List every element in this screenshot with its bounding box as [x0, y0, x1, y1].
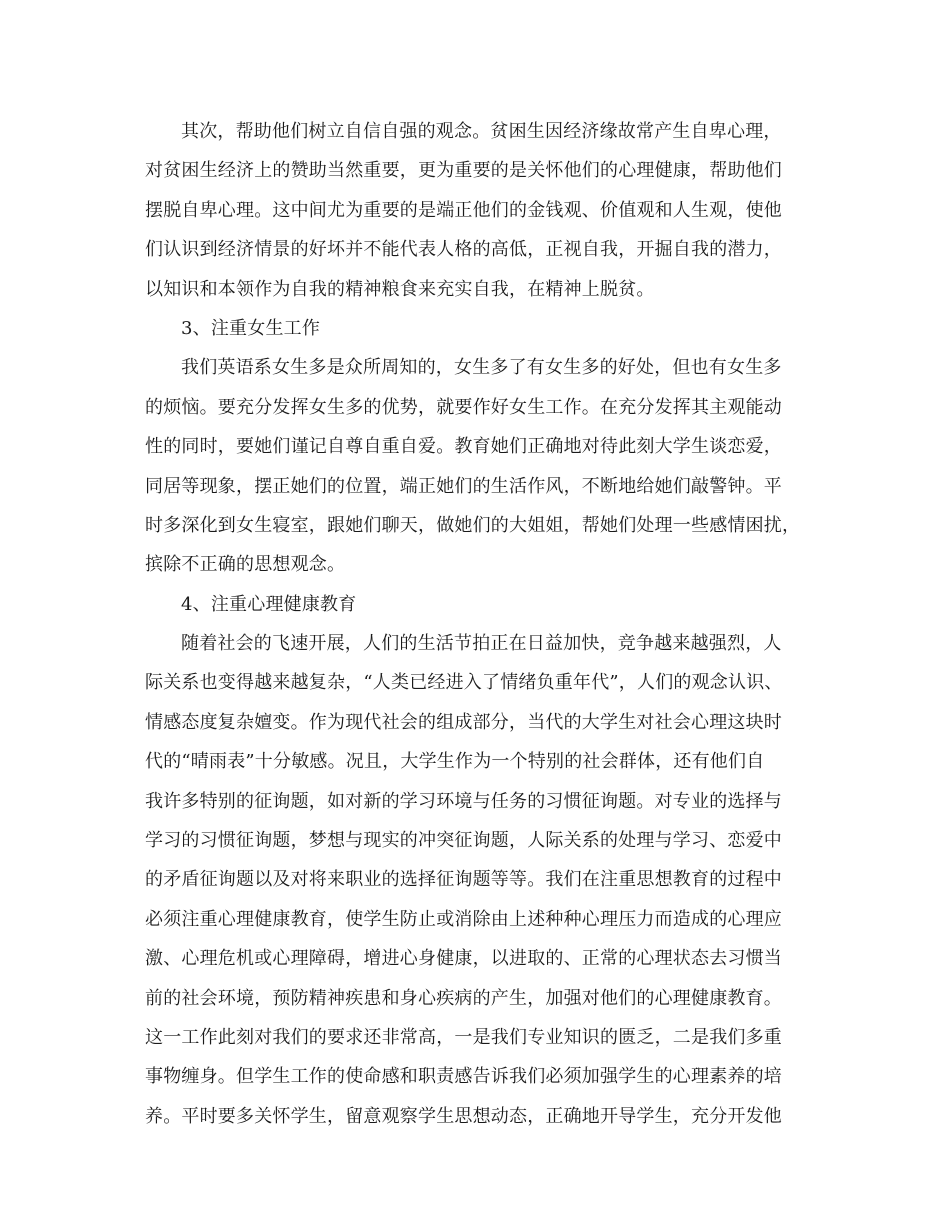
text-line: 事物缠身。但学生工作的使命感和职责感告诉我们必须加强学生的心理素养的培 [145, 1066, 782, 1088]
text-line: 随着社会的飞速开展，人们的生活节拍正在日益加快，竞争越来越强烈，人 [181, 633, 782, 655]
text-line: 时多深化到女生寝室，跟她们聊天，做她们的大姐姐，帮她们处理一些感情困扰， [145, 514, 801, 536]
text-line: 同居等现象，摆正她们的位置，端正她们的生活作风，不断地给她们敲警钟。平 [145, 475, 782, 497]
text-line: 我许多特别的征询题，如对新的学习环境与任务的习惯征询题。对专业的选择与 [145, 790, 782, 812]
text-line: 我们英语系女生多是众所周知的，女生多了有女生多的好处，但也有女生多 [181, 357, 782, 379]
text-line: 摈除不正确的思想观念。 [145, 554, 346, 576]
text-line: 对贫困生经济上的赞助当然重要，更为重要的是关怀他们的心理健康，帮助他们 [145, 160, 782, 182]
text-line: 激、心理危机或心理障碍，增进心身健康，以进取的、正常的心理状态去习惯当 [145, 948, 782, 970]
document-body [145, 112, 805, 1136]
section-heading: 4、注重心理健康教育 [181, 593, 357, 615]
text-line: 际关系也变得越来越复杂，“人类已经进入了情绪负重年代”，人们的观念认识、 [145, 672, 783, 694]
text-line: 代的“晴雨表”十分敏感。况且，大学生作为一个特别的社会群体，还有他们自 [145, 751, 765, 773]
text-line: 的矛盾征询题以及对将来职业的选择征询题等等。我们在注重思想教育的过程中 [145, 869, 782, 891]
text-line: 其次，帮助他们树立自信自强的观念。贫困生因经济缘故常产生自卑心理， [181, 121, 782, 142]
text-line: 性的同时，要她们谨记自尊自重自爱。教育她们正确地对待此刻大学生谈恋爱， [145, 436, 782, 458]
text-line: 情感态度复杂嬗变。作为现代社会的组成部分，当代的大学生对社会心理这块时 [145, 711, 782, 733]
text-line: 前的社会环境，预防精神疾患和身心疾病的产生，加强对他们的心理健康教育。 [145, 987, 782, 1009]
text-line: 的烦恼。要充分发挥女生多的优势，就要作好女生工作。在充分发挥其主观能动 [145, 396, 782, 418]
text-line: 摆脱自卑心理。这中间尤为重要的是端正他们的金钱观、价值观和人生观，使他 [145, 199, 782, 221]
section-heading: 3、注重女生工作 [181, 317, 321, 339]
text-line: 养。平时要多关怀学生，留意观察学生思想动态，正确地开导学生，充分开发他 [145, 1105, 782, 1127]
text-line: 这一工作此刻对我们的要求还非常高，一是我们专业知识的匮乏，二是我们多重 [145, 1026, 782, 1048]
text-line: 学习的习惯征询题，梦想与现实的冲突征询题，人际关系的处理与学习、恋爱中 [145, 830, 782, 852]
text-line: 以知识和本领作为自我的精神粮食来充实自我，在精神上脱贫。 [145, 278, 655, 300]
text-line: 们认识到经济情景的好坏并不能代表人格的高低，正视自我，开掘自我的潜力， [145, 239, 782, 261]
text-line: 必须注重心理健康教育，使学生防止或消除由上述种种心理压力而造成的心理应 [145, 908, 782, 930]
